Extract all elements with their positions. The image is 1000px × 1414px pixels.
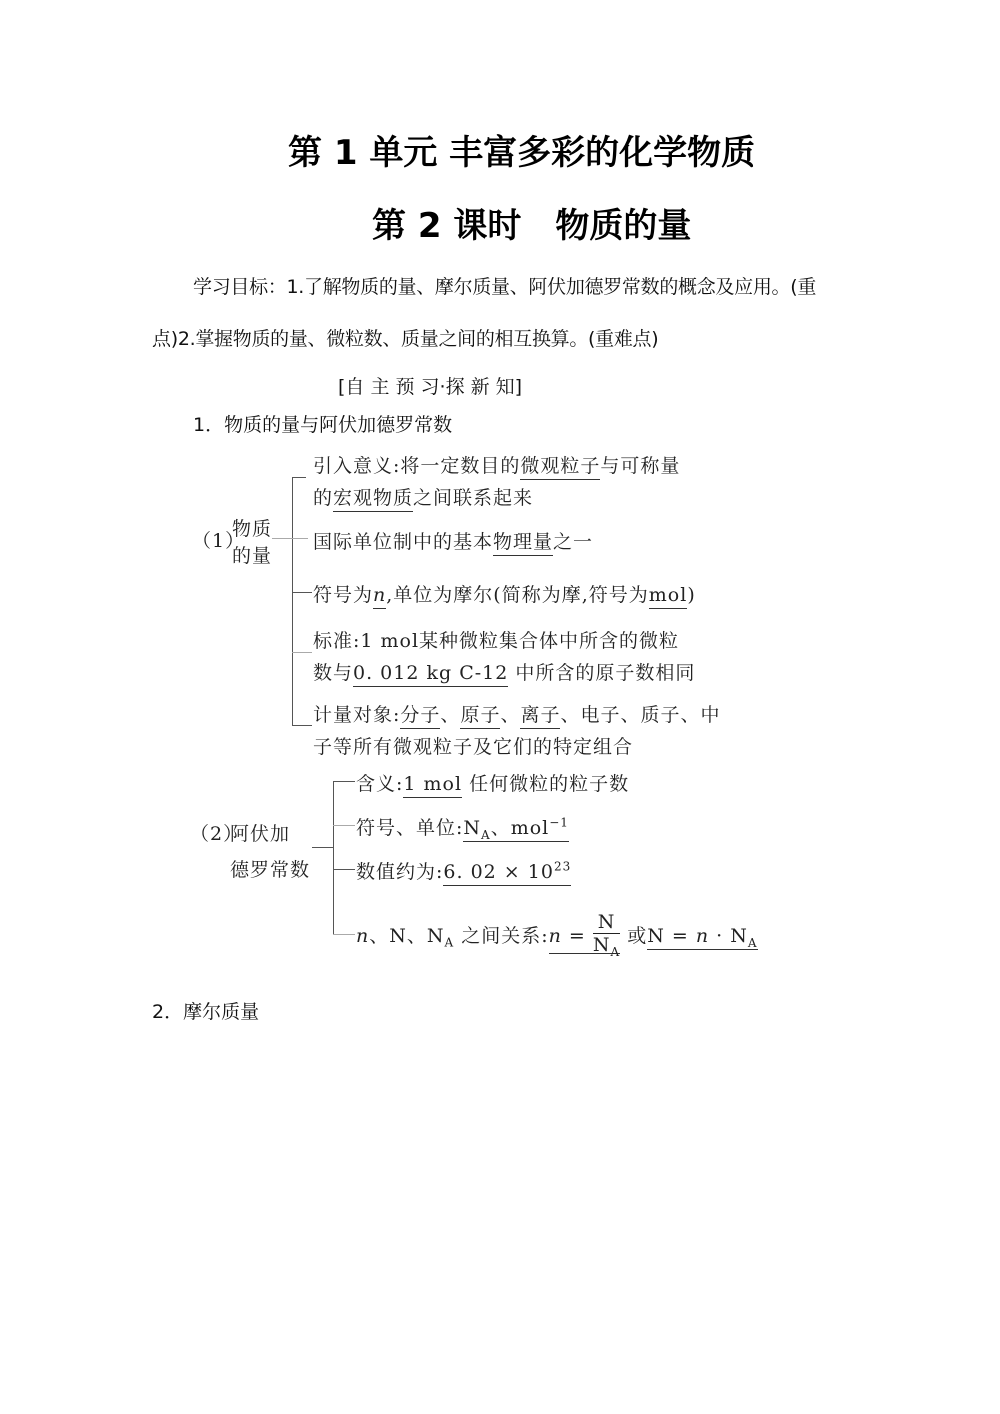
objectives-line-1: 学习目标：1.了解物质的量、摩尔质量、阿伏加德罗常数的概念及应用。(重	[193, 276, 817, 298]
p2-item-meaning: 含义:1 mol 任何微粒的粒子数	[356, 769, 629, 796]
p2-item-symbol-unit: 符号、单位$:N_A$、mol$^{-1}$	[356, 815, 569, 842]
unit-title: 第 1 单元 丰富多彩的化学物质	[288, 133, 756, 173]
part-2-number: （2）	[190, 823, 244, 845]
p1-item-standard-line-1: 标准:1 mol某种微粒集合体中所含的微粒	[313, 630, 680, 652]
section-2-heading: 2．摩尔质量	[152, 1001, 260, 1023]
p2-item-value: 数值约为:6. $02 \times 10^{23}$	[356, 857, 571, 884]
part-1-number: （1）	[192, 530, 246, 552]
lesson-title: 第 2 课时 物质的量	[372, 206, 692, 246]
part-1-label-line-2: 的量	[232, 545, 273, 567]
p1-item-standard-line-2: 数与0. 012 kg C-12 中所含的原子数相同	[313, 658, 695, 685]
p1-item-symbol: 符号为n,单位为摩尔(简称为摩,符号为mol)	[313, 580, 696, 607]
p1-item-intro-line-1: 引入意义:将一定数目的微观粒子与可称量	[313, 451, 680, 478]
p2-item-relation: n、N、$N_A$ 之间关系:n = $\frac{N}{N_A}$ 或$N = n \cdot N_A$	[356, 911, 758, 963]
p1-item-intro-line-2: 的宏观物质之间联系起来	[313, 483, 533, 510]
objectives-line-2: 点)2.掌握物质的量、微粒数、质量之间的相互换算。(重难点)	[152, 328, 659, 350]
section-banner: [自 主 预 习·探 新 知]	[338, 376, 523, 398]
part-1-label-line-1: 物质	[232, 518, 273, 540]
fraction-n-over-na: $\frac{N}{N_A}$	[592, 911, 621, 959]
part-2-label-line-2: 德罗常数	[230, 859, 311, 881]
p1-item-objects-line-1: 计量对象:分子、原子、离子、电子、质子、中	[313, 700, 721, 727]
section-1-heading: 1．物质的量与阿伏加德罗常数	[193, 414, 453, 436]
part-2-label-line-1: 阿伏加	[230, 823, 291, 845]
p1-item-objects-line-2: 子等所有微观粒子及它们的特定组合	[313, 736, 634, 758]
p1-item-si-unit: 国际单位制中的基本物理量之一	[313, 527, 593, 554]
